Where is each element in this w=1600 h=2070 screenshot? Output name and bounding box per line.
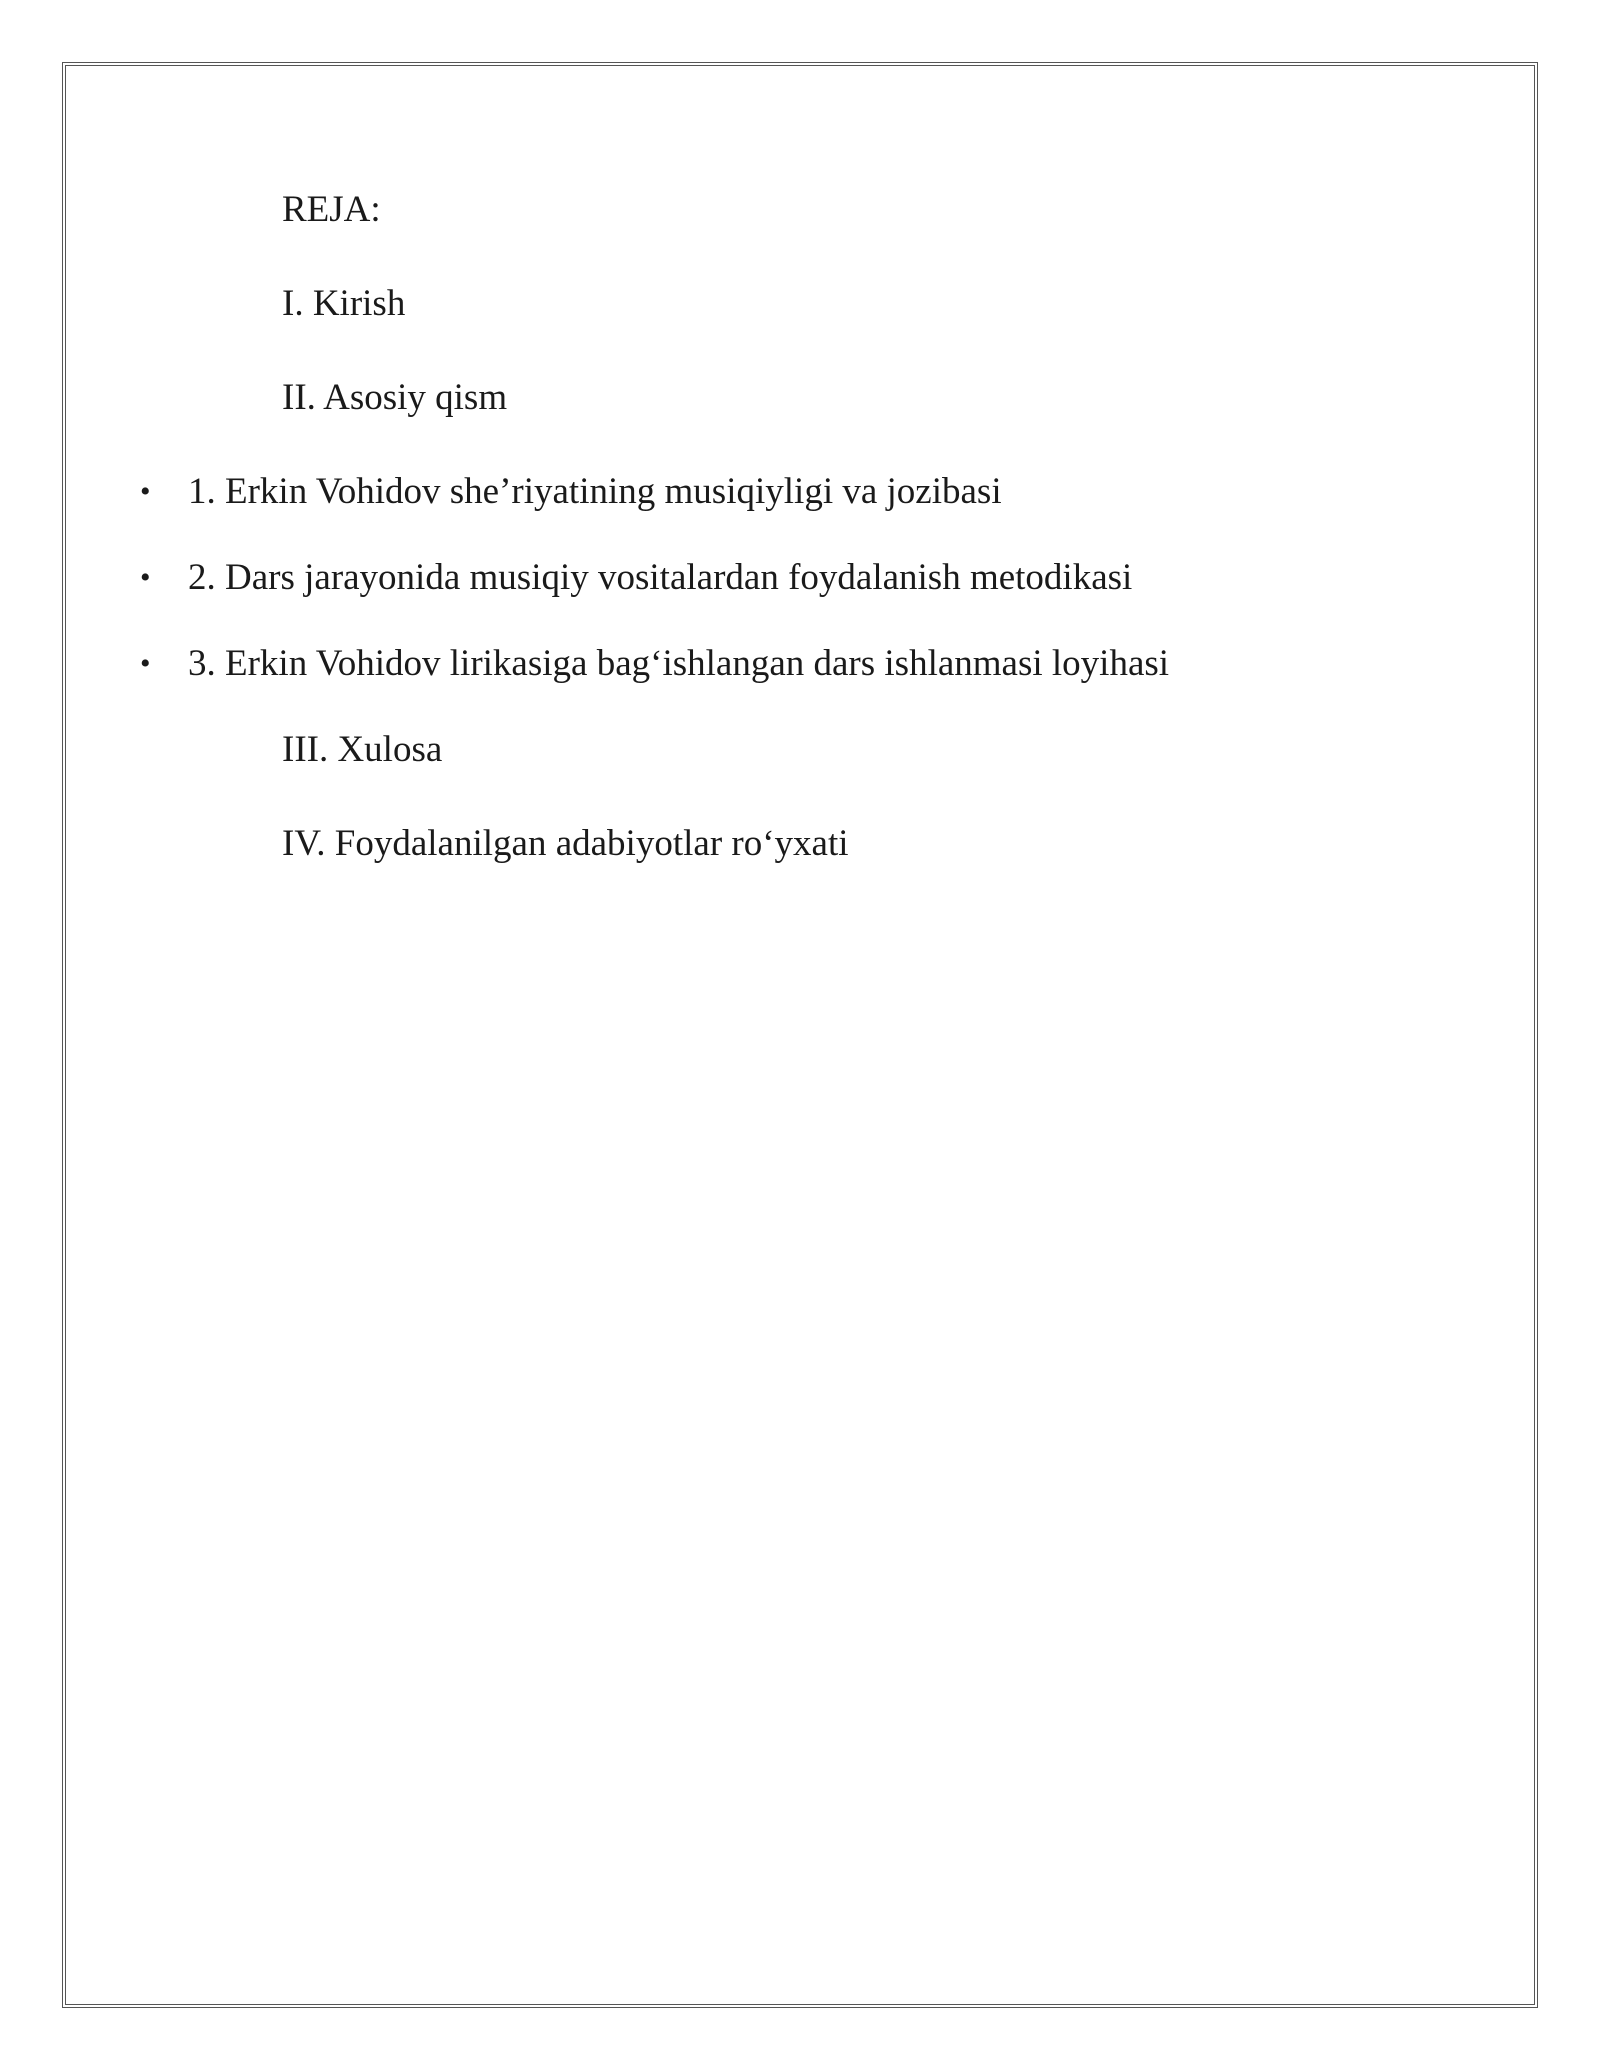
outline-item-conclusion: III. Xulosa [282, 729, 443, 770]
bullet-item-text: 1. Erkin Vohidov she’riyatining musiqiyligi va jozibasi [188, 471, 1002, 512]
bullet-icon: • [140, 475, 151, 508]
bullet-item [140, 470, 1002, 514]
bullet-item-text: 3. Erkin Vohidov lirikasiga bag‘ishlangan dars ishlanmasi loyihasi [188, 643, 1170, 684]
outline-item-main-part: II. Asosiy qism [282, 377, 508, 418]
plan-heading: REJA: [282, 189, 381, 230]
bullet-icon: • [140, 647, 151, 680]
bullet-icon: • [140, 561, 151, 594]
bullet-item-text: 2. Dars jarayonida musiqiy vositalardan foydalanish metodikasi [188, 557, 1133, 598]
outline-item-introduction: I. Kirish [282, 283, 406, 324]
bullet-item [140, 642, 1169, 686]
page-border [62, 62, 1538, 2008]
bullet-item [140, 556, 1132, 600]
outline-item-references: IV. Foydalanilgan adabiyotlar ro‘yxati [282, 823, 849, 864]
